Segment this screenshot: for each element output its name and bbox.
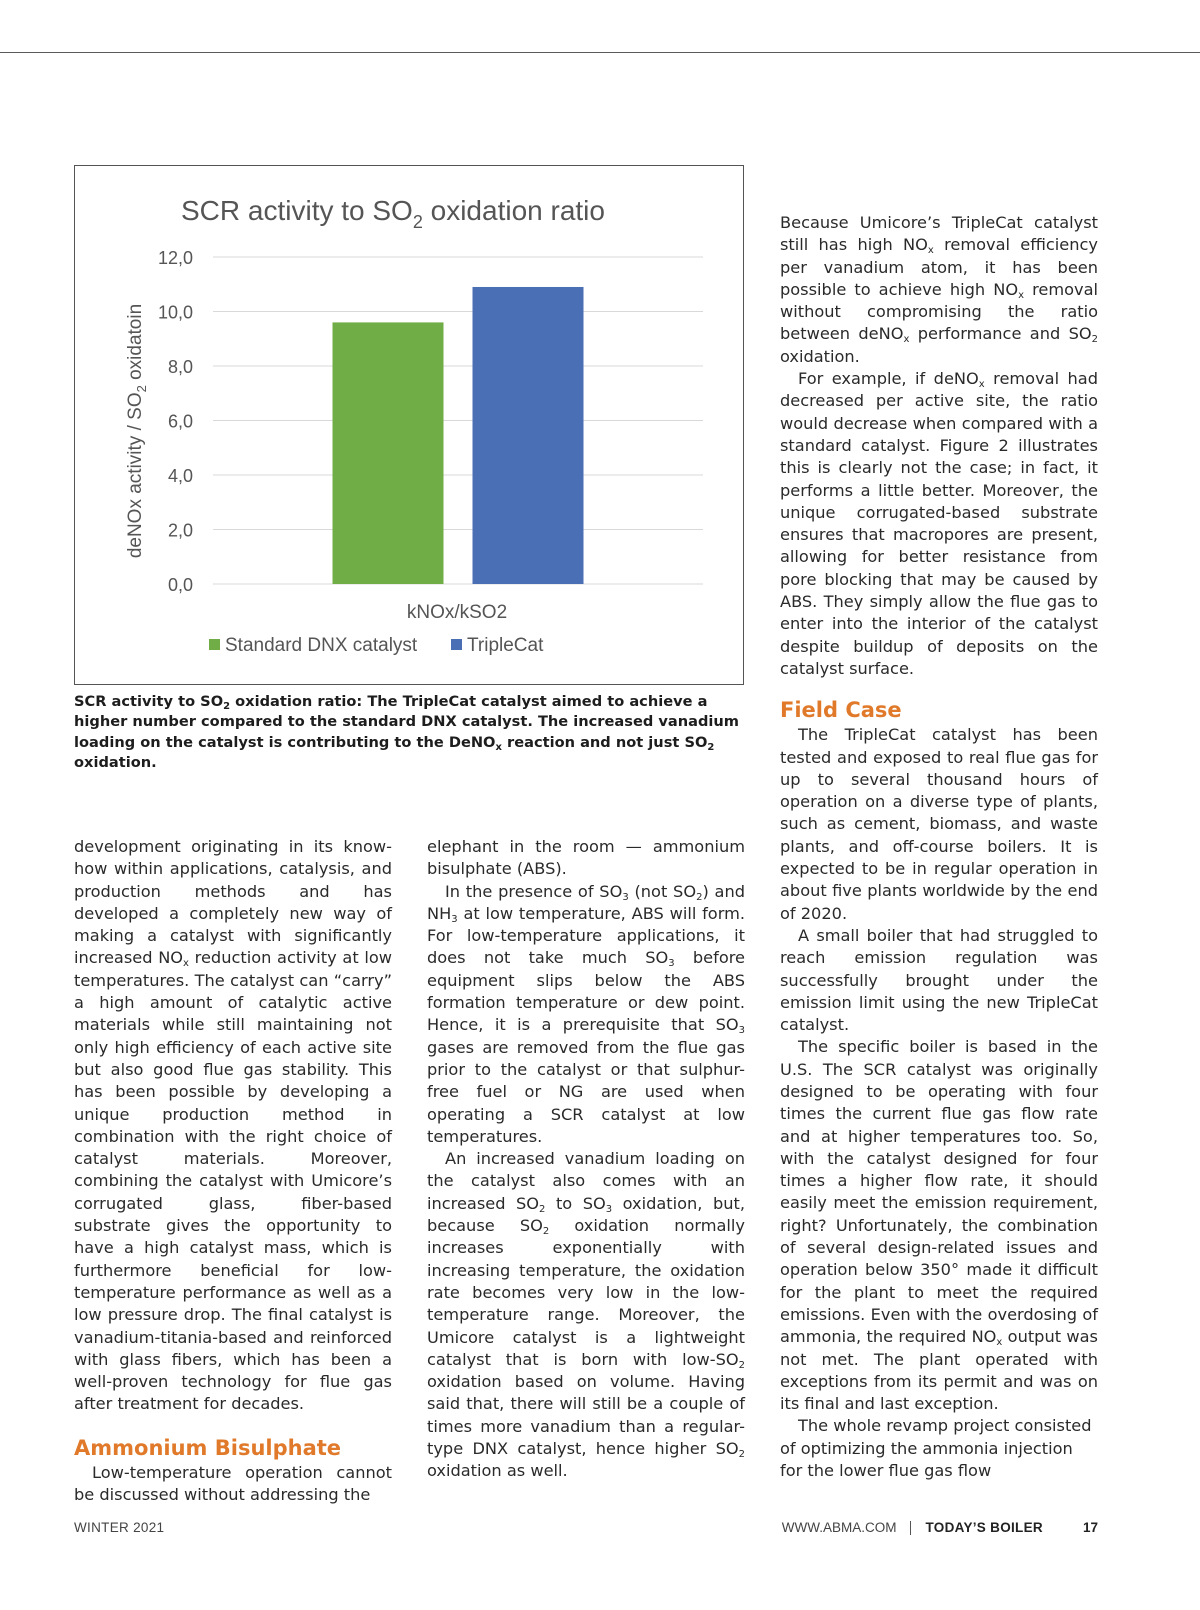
figure-caption: SCR activity to $SO_2$ oxidation ratio: The TripleCat catalyst aimed to achieve a higher number compared to the standard DNX catalyst. The increased vanadium loading on the catalyst is contributing to the DeNO$_x$ reaction and not just $SO_2$ oxidation. [74, 693, 740, 772]
paragraph: For example, if deNO$_x$ removal had decreased per active site, the ratio would decrease when compared with a standard catalyst. Figure 2 illustrates this is clearly not the case; in fact, it performs a little better. Moreover, the unique corrugated-based substrate ensures that macropores are present, allowing for better resistance from pore blocking that may be caused by ABS. They simply allow the flue gas to enter into the interior of the catalyst despite buildup of deposits on the catalyst surface. [780, 369, 1098, 678]
paragraph: Low-temperature operation cannot be discussed without addressing the [74, 1462, 392, 1505]
footer-url[interactable]: WWW.ABMA.COM [781, 1520, 897, 1535]
footer-magazine: TODAY’S BOILER [925, 1520, 1043, 1535]
paragraph: development originating in its know-how within applications, catalysis, and production methods and has developed a completely new way of making a catalyst with significantly increased $NO_x$ reduction activity at low temperatures. The catalyst can “carry” a high amount of catalytic active materials while still maintaining not only high efficiency of each active site but also good flue gas stability. This has been possible by developing a unique production method in combination with the right choice of catalyst materials. Moreover, combining the catalyst with Umicore’s corrugated glass, fiber-based substrate gives the opportunity to have a high catalyst mass, which is furthermore beneficial for low-temperature performance as well as a low pressure drop. The final catalyst is vanadium-titania-based and reinforced with glass fibers, which has been a well-proven technology for flue gas after treatment for decades. [74, 837, 393, 1414]
column-1 [74, 836, 392, 1506]
y-axis-label: deNOx activity / $SO_2$ oxidatoin [125, 303, 149, 559]
bar-standard-dnx-catalyst [333, 322, 444, 584]
paragraph: An increased vanadium loading on the catalyst also comes with an increased $SO_2$ to $SO_3$ oxidation, but, because $SO_2$ oxidation normally increases exponentially with increasing temperature, the oxidation rate becomes very low in the low-temperature range. Moreover, the Umicore catalyst is a lightweight catalyst that is born with low-$SO_2$ oxidation based on volume. Having said that, there will still be a couple of times more vanadium than a regular-type DNX catalyst, hence higher $SO_2$ oxidation as well. [427, 1149, 746, 1481]
footer-right [782, 1520, 1098, 1535]
footer-separator [910, 1521, 911, 1535]
paragraph: The specific boiler is based in the U.S. The SCR catalyst was originally designed to be operating with four times the current flue gas flow rate and at higher temperatures too. So, with the catalyst designed for four times a higher flow rate, it should easily meet the emission requirement, right? Unfortunately, the combination of several design-related issues and operation below 350° made it difficult for the plant to meet the required emissions. Even with the overdosing of ammonia, the required $NO_x$ output was not met. The plant operated with exceptions from its permit and was on its final and last exception. [780, 1037, 1098, 1414]
paragraph: In the presence of $SO_3$ (not $SO_2$) and $NH_3$ at low temperature, ABS will form. For low-temperature applications, it does not take much $SO_3$ before equipment slips below the ABS formation temperature or dew point. Hence, it is a prerequisite that $SO_3$ gases are removed from the flue gas prior to the catalyst or that sulphur-free fuel or NG are used when operating a SCR catalyst at low temperatures. [427, 881, 745, 1146]
section-heading-ammonium-bisulphate: Ammonium Bisulphate [74, 1435, 342, 1460]
column-2 [427, 836, 745, 1483]
footer-issue: WINTER 2021 [74, 1520, 165, 1535]
gridlines [213, 257, 703, 584]
y-tick-labels [158, 248, 193, 595]
paragraph: The TripleCat catalyst has been tested and exposed to real flue gas for up to several thousand hours of operation on a diverse type of plants, such as cement, biomass, and waste plants, and off-course boilers. It is expected to be in regular operation in about five plants worldwide by the end of 2020. [780, 725, 1098, 923]
paragraph: A small boiler that had struggled to reach emission regulation was successfully brought under the emission limit using the new TripleCat catalyst. [780, 925, 1098, 1035]
bars [333, 287, 584, 584]
top-rule [0, 52, 1200, 53]
y-tick-label: 8,0 [167, 357, 193, 377]
legend-swatch [451, 639, 462, 650]
y-tick-label: 6,0 [167, 411, 193, 432]
y-tick-label: 2,0 [167, 520, 193, 541]
section-heading-field-case: Field Case [780, 698, 902, 723]
legend-swatch [209, 639, 220, 650]
column-3 [780, 212, 1098, 1482]
figure-chart [74, 165, 744, 685]
bar-chart [75, 166, 743, 684]
y-tick-label: 0,0 [167, 575, 193, 595]
y-tick-label: 12,0 [157, 248, 193, 268]
legend [209, 635, 544, 656]
legend-label: TripleCat [467, 635, 544, 656]
y-tick-label: 10,0 [157, 302, 193, 323]
paragraph: elephant in the room — ammonium bisulphate (ABS). [427, 837, 745, 879]
y-tick-label: 4,0 [167, 466, 193, 486]
paragraph: Because Umicore’s TripleCat catalyst still has high $NO_x$ removal efficiency per vanadium atom, it has been possible to achieve high $NO_x$ removal without compromising the ratio between deNO$_x$ performance and $SO_2$ oxidation. [780, 213, 1098, 366]
legend-label: Standard DNX catalyst [225, 635, 418, 656]
bar-triplecat [473, 287, 584, 584]
page-number: 17 [1082, 1520, 1098, 1535]
paragraph: The whole revamp project consisted of optimizing the ammonia injection for the lower flue gas flow [780, 1416, 1092, 1481]
chart-title: SCR activity to $SO_2$ oxidation ratio [181, 195, 605, 232]
x-axis-label: kNOx/kSO2 [406, 602, 508, 623]
